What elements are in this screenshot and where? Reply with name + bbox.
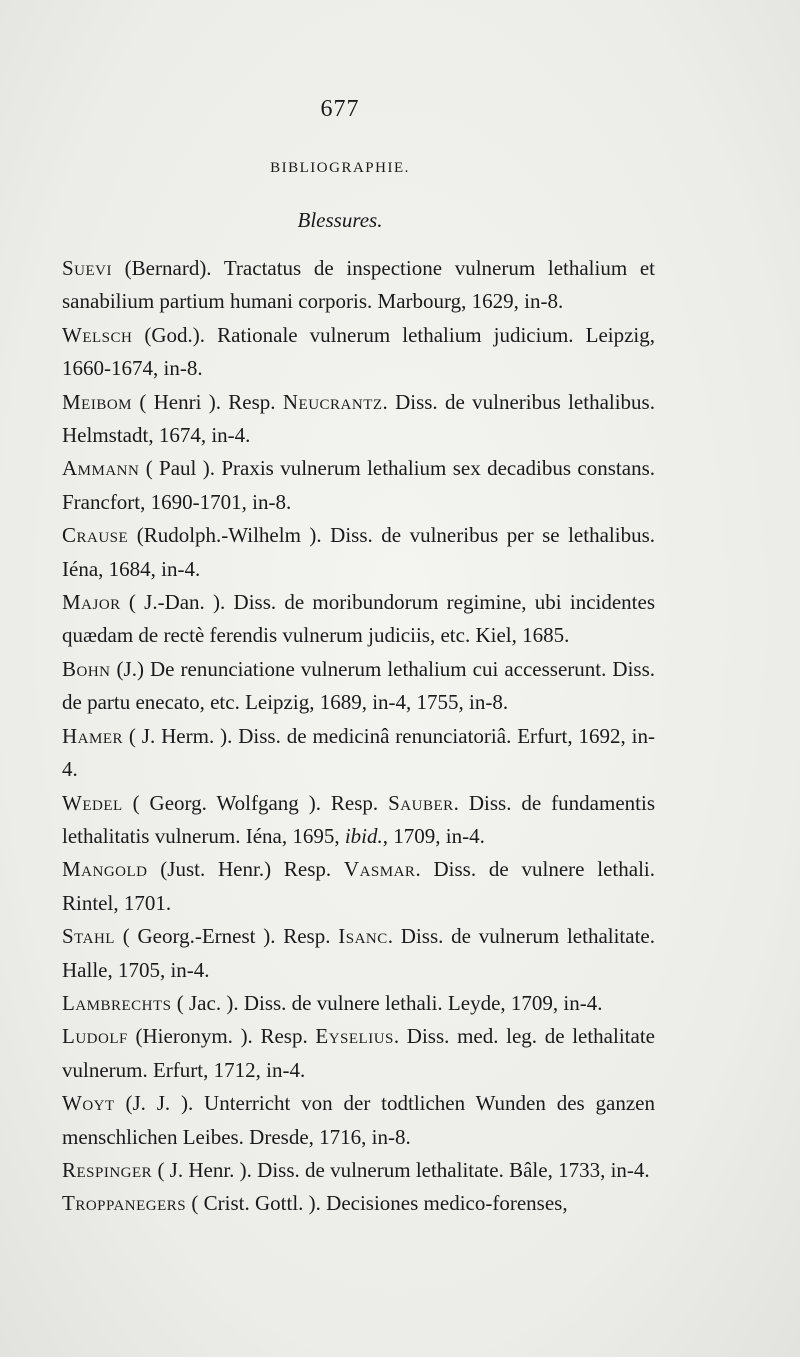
entry-text: (Hieronym. ). Resp. [127, 1024, 316, 1049]
entry-text: . Diss. de vulnere lethali. Rintel, 1701. [62, 857, 655, 915]
entry-text: ( J. Herm. ). Diss. de medicinâ renunciatoriâ. Erfurt, 1692, in-4. [62, 723, 655, 782]
entry-text: (God.). Rationale vulnerum lethalium judicium. Leipzig, 1660-1674, in-8. [62, 322, 655, 381]
entry-text: . Diss. de vulnerum lethalitate. Halle, 1705, in-4. [62, 924, 655, 982]
entry-text: , 1709, in-4. [382, 823, 485, 848]
bibliography-entry [62, 853, 655, 920]
bibliography-entry [62, 787, 655, 854]
entry-respondent: Eyselius [315, 1024, 394, 1049]
entry-author: Woyt [62, 1091, 115, 1116]
entry-text: . Diss. de fundamentis lethalitatis vulnerum. Iéna, 1695, [62, 790, 655, 848]
entry-author: Hamer [62, 723, 124, 748]
entry-text: (J.) De renunciatione vulnerum lethalium cui accesserunt. Diss. de partu enecato, etc. Leipzig, 1689, in-4, 1755, in-8. [62, 656, 655, 715]
subsection-title: Blessures. [297, 208, 383, 232]
entry-author: Ludolf [62, 1024, 128, 1049]
bibliography-entry [62, 586, 655, 653]
entry-text: ( Georg.-Ernest ). Resp. [114, 924, 339, 949]
entry-text: ( Georg. Wolfgang ). Resp. [122, 790, 389, 815]
entry-author: Troppanegers [62, 1191, 187, 1216]
bibliography-entry [62, 1020, 655, 1087]
entry-author: Bohn [62, 656, 111, 681]
entry-author: Stahl [62, 924, 115, 949]
entry-text: . Diss. de vulneribus lethalibus. Helmstadt, 1674, in-4. [62, 389, 655, 448]
entry-text: ( Henri ). Resp. [132, 389, 283, 414]
entry-italic: ibid. [344, 823, 383, 848]
entry-text: (Just. Henr.) Resp. [147, 857, 344, 882]
bibliography-entry [62, 920, 655, 987]
entry-text: (Rudolph.-Wilhelm ). Diss. de vulneribus per se lethalibus. Iéna, 1684, in-4. [62, 523, 655, 581]
bibliography-entry [62, 720, 655, 787]
entry-text: . Diss. med. leg. de lethalitate vulnerum. Erfurt, 1712, in-4. [62, 1024, 655, 1082]
entry-respondent: Isanc [338, 924, 388, 949]
bibliography-entry [62, 519, 655, 586]
bibliography-entry [62, 1154, 655, 1187]
bibliography-entry [62, 452, 655, 519]
entry-text: ( Paul ). Praxis vulnerum lethalium sex decadibus constans. Francfort, 1690-1701, in-8. [62, 456, 655, 514]
entry-text: ( Jac. ). Diss. de vulnere lethali. Leyde, 1709, in-4. [171, 990, 603, 1015]
entry-respondent: Sauber [388, 790, 454, 815]
bibliography-list [62, 252, 655, 1221]
entry-author: Major [62, 590, 121, 615]
bibliography-entry [62, 386, 655, 453]
entry-author: Mangold [62, 857, 148, 882]
entry-text: (Bernard). Tractatus de inspectione vulnerum lethalium et sanabilium partium humani corporis. Marbourg, 1629, in-8. [62, 256, 655, 314]
entry-text: (J. J. ). Unterricht von der todtlichen Wunden des ganzen menschlichen Leibes. Dresde, 1716, in-8. [62, 1091, 655, 1149]
entry-text: ( Crist. Gottl. ). Decisiones medico-forenses, [186, 1191, 568, 1216]
entry-author: Respinger [62, 1157, 153, 1182]
entry-respondent: Vasmar [343, 857, 416, 882]
entry-text: ( J. Henr. ). Diss. de vulnerum lethalitate. Bâle, 1733, in-4. [152, 1157, 650, 1182]
bibliography-entry [62, 252, 655, 319]
entry-author: Wedel [62, 790, 123, 815]
bibliography-entry [62, 1087, 655, 1154]
entry-respondent: Neucrantz [282, 389, 383, 414]
entry-author: Welsch [62, 322, 133, 347]
bibliography-entry [62, 319, 655, 386]
entry-author: Suevi [62, 256, 113, 280]
entry-author: Lambrechts [62, 990, 172, 1015]
page-number: 677 [320, 96, 360, 122]
entry-author: Meibom [62, 389, 133, 414]
bibliography-entry [62, 653, 655, 720]
section-title: BIBLIOGRAPHIE. [270, 160, 410, 176]
entry-text: ( J.-Dan. ). Diss. de moribundorum regimine, ubi incidentes quædam de rectè ferendis vulnerum judiciis, etc. Kiel, 1685. [62, 590, 655, 648]
bibliography-entry [62, 1187, 655, 1220]
entry-author: Ammann [62, 456, 140, 481]
entry-author: Crause [62, 523, 129, 548]
bibliography-entry [62, 987, 655, 1020]
